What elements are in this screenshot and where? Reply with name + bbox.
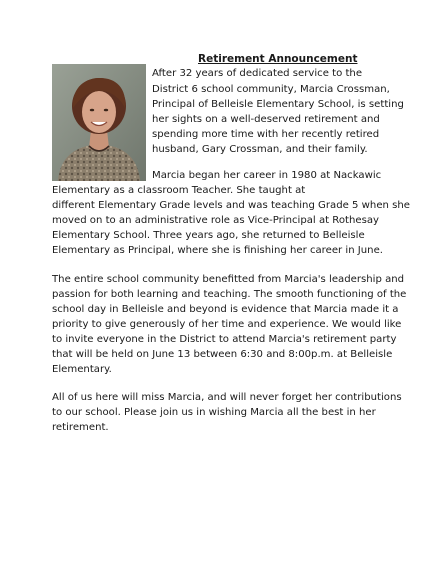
text-line: that will be held on June 13 between 6:30 and 8:00p.m. at Belleisle xyxy=(52,349,393,360)
text-line: her sights on a well-deserved retirement and xyxy=(152,114,380,125)
text-line: to our school. Please join us in wishing Marcia all the best in her xyxy=(52,407,376,418)
text-line: Elementary. xyxy=(52,364,112,375)
text-line: spending more time with her recently retired xyxy=(152,129,380,140)
text-line: husband, Gary Crossman, and their family. xyxy=(152,144,368,155)
text-line: school day in Belleisle and beyond is evidence that Marcia made it a xyxy=(52,304,399,315)
text-line: After 32 years of dedicated service to the xyxy=(152,68,363,79)
text-line: Elementary as Principal, where she is finishing her career in June. xyxy=(52,245,383,256)
text-line: Elementary as a classroom Teacher. She taught at xyxy=(52,185,306,196)
text-line: Elementary School. Three years ago, she returned to Belleisle xyxy=(52,230,365,241)
text-line: retirement. xyxy=(52,422,109,433)
text-line: to invite everyone in the District to attend Marcia's retirement party xyxy=(52,334,397,345)
text-line: priority to give generously of her time and experience. We would like xyxy=(52,319,402,330)
portrait-illustration xyxy=(52,64,146,181)
text-line: different Elementary Grade levels and was teaching Grade 5 when she xyxy=(52,200,411,211)
text-line: District 6 school community, Marcia Crossman, xyxy=(152,84,390,95)
text-line: moved on to an administrative role as Vice-Principal at Rothesay xyxy=(52,215,380,226)
text-line: All of us here will miss Marcia, and will never forget her contributions xyxy=(52,392,402,403)
text-line: Principal of Belleisle Elementary School, is setting xyxy=(152,99,404,110)
text-line: Marcia began her career in 1980 at Nackawic xyxy=(152,170,382,181)
text-line: passion for both learning and teaching. The smooth functioning of the xyxy=(52,289,407,300)
text-line: The entire school community benefitted from Marcia's leadership and xyxy=(52,274,405,285)
portrait-photo xyxy=(52,64,146,181)
document-title: Retirement Announcement xyxy=(198,53,358,65)
